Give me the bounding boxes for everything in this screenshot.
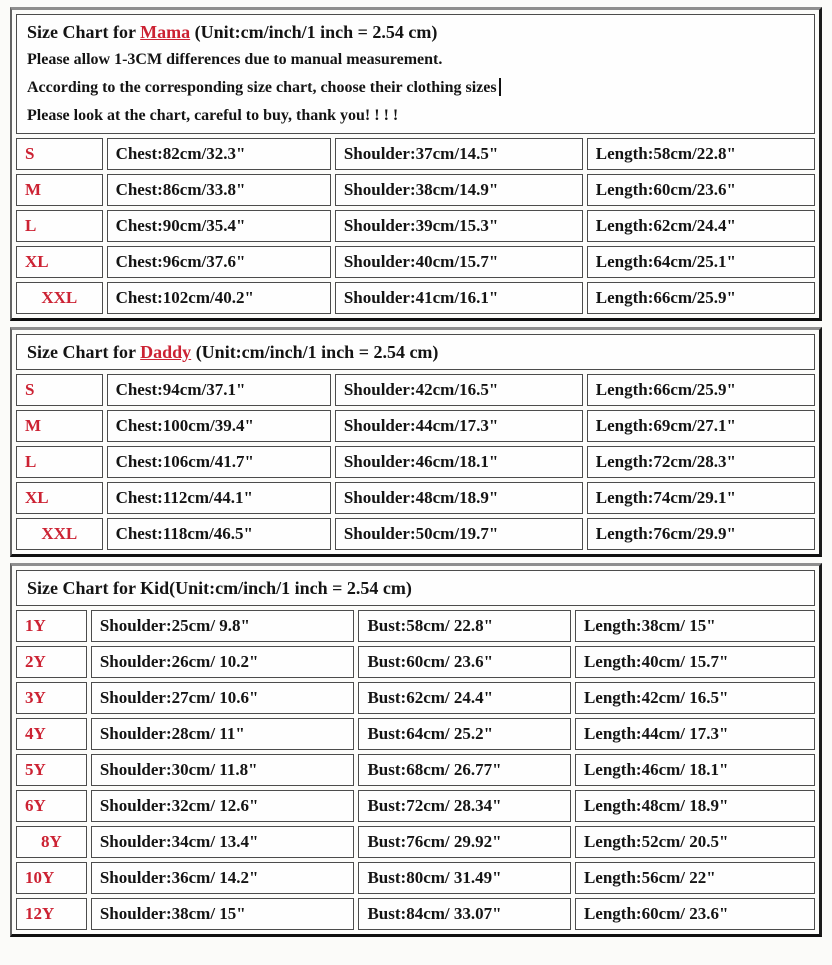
measurement-cell: Bust:84cm/ 33.07" (358, 898, 570, 930)
text-cursor (499, 78, 501, 96)
chart-header-cell (16, 334, 815, 370)
measurement-cell: Length:48cm/ 18.9" (575, 790, 815, 822)
measurement-cell: Shoulder:40cm/15.7" (335, 246, 583, 278)
measurement-cell: Chest:106cm/41.7" (107, 446, 331, 478)
size-label: M (16, 410, 103, 442)
measurement-cell: Length:38cm/ 15" (575, 610, 815, 642)
measurement-cell: Length:74cm/29.1" (587, 482, 815, 514)
chart-title (27, 574, 804, 602)
size-row-mama-xxl (16, 282, 815, 314)
measurement-cell: Length:46cm/ 18.1" (575, 754, 815, 786)
measurement-cell: Chest:96cm/37.6" (107, 246, 331, 278)
measurement-cell: Shoulder:50cm/19.7" (335, 518, 583, 550)
measurement-cell: Chest:112cm/44.1" (107, 482, 331, 514)
measurement-cell: Shoulder:38cm/ 15" (91, 898, 355, 930)
size-row-kid-1y (16, 610, 815, 642)
measurement-cell: Length:76cm/29.9" (587, 518, 815, 550)
note-line: Please allow 1-3CM differences due to manual measurement. (27, 51, 443, 68)
measurement-cell: Length:56cm/ 22" (575, 862, 815, 894)
size-row-kid-4y (16, 718, 815, 750)
measurement-cell: Length:66cm/25.9" (587, 374, 815, 406)
size-row-kid-5y (16, 754, 815, 786)
measurement-cell: Bust:68cm/ 26.77" (358, 754, 570, 786)
size-label: 4Y (16, 718, 87, 750)
size-label: M (16, 174, 103, 206)
size-row-daddy-s (16, 374, 815, 406)
chart-title-unit: (Unit:cm/inch/1 inch = 2.54 cm) (190, 22, 438, 42)
measurement-cell: Bust:60cm/ 23.6" (358, 646, 570, 678)
size-row-kid-10y (16, 862, 815, 894)
measurement-cell: Shoulder:28cm/ 11" (91, 718, 355, 750)
measurement-cell: Length:52cm/ 20.5" (575, 826, 815, 858)
size-row-daddy-l (16, 446, 815, 478)
measurement-cell: Chest:102cm/40.2" (107, 282, 331, 314)
size-row-mama-l (16, 210, 815, 242)
measurement-cell: Bust:62cm/ 24.4" (358, 682, 570, 714)
chart-title-unit: (Unit:cm/inch/1 inch = 2.54 cm) (169, 578, 412, 598)
measurement-cell: Bust:64cm/ 25.2" (358, 718, 570, 750)
chart-title-unit: (Unit:cm/inch/1 inch = 2.54 cm) (191, 342, 439, 362)
size-row-kid-2y (16, 646, 815, 678)
measurement-cell: Length:60cm/23.6" (587, 174, 815, 206)
measurement-cell: Length:64cm/25.1" (587, 246, 815, 278)
chart-header-row (16, 14, 815, 134)
measurement-cell: Shoulder:25cm/ 9.8" (91, 610, 355, 642)
chart-title-name: Kid (140, 578, 170, 598)
note-line: Please look at the chart, careful to buy, thank you! ! ! ! (27, 107, 399, 124)
measurement-cell: Length:72cm/28.3" (587, 446, 815, 478)
chart-header-cell (16, 14, 815, 134)
size-label: 1Y (16, 610, 87, 642)
measurement-cell: Shoulder:32cm/ 12.6" (91, 790, 355, 822)
measurement-cell: Shoulder:48cm/18.9" (335, 482, 583, 514)
measurement-cell: Shoulder:34cm/ 13.4" (91, 826, 355, 858)
measurement-cell: Length:60cm/ 23.6" (575, 898, 815, 930)
size-label: S (16, 138, 103, 170)
size-chart-table-mama (10, 7, 822, 321)
size-row-mama-m (16, 174, 815, 206)
note-line: According to the corresponding size chart, choose their clothing sizes (27, 74, 804, 102)
measurement-cell: Length:66cm/25.9" (587, 282, 815, 314)
size-label: XXL (16, 518, 103, 550)
measurement-cell: Shoulder:38cm/14.9" (335, 174, 583, 206)
chart-title-prefix: Size Chart for (27, 342, 141, 362)
size-label: 10Y (16, 862, 87, 894)
size-label: 6Y (16, 790, 87, 822)
size-label: XXL (16, 282, 103, 314)
size-row-kid-3y (16, 682, 815, 714)
size-row-daddy-xl (16, 482, 815, 514)
measurement-cell: Shoulder:41cm/16.1" (335, 282, 583, 314)
chart-title (27, 338, 804, 366)
size-row-mama-xl (16, 246, 815, 278)
measurement-cell: Bust:72cm/ 28.34" (358, 790, 570, 822)
chart-header-row (16, 570, 815, 606)
measurement-cell: Shoulder:39cm/15.3" (335, 210, 583, 242)
measurement-cell: Chest:118cm/46.5" (107, 518, 331, 550)
measurement-cell: Shoulder:44cm/17.3" (335, 410, 583, 442)
measurement-cell: Shoulder:42cm/16.5" (335, 374, 583, 406)
size-chart-table-daddy (10, 327, 822, 557)
size-row-daddy-m (16, 410, 815, 442)
size-label: 3Y (16, 682, 87, 714)
chart-title (27, 18, 804, 46)
measurement-cell: Chest:90cm/35.4" (107, 210, 331, 242)
size-label: L (16, 446, 103, 478)
measurement-cell: Bust:58cm/ 22.8" (358, 610, 570, 642)
size-chart-table-kid (10, 563, 822, 937)
size-label: 12Y (16, 898, 87, 930)
size-label: 5Y (16, 754, 87, 786)
measurement-cell: Shoulder:36cm/ 14.2" (91, 862, 355, 894)
size-label: 2Y (16, 646, 87, 678)
measurement-cell: Shoulder:37cm/14.5" (335, 138, 583, 170)
measurement-cell: Length:42cm/ 16.5" (575, 682, 815, 714)
measurement-cell: Length:44cm/ 17.3" (575, 718, 815, 750)
measurement-cell: Shoulder:46cm/18.1" (335, 446, 583, 478)
chart-header-cell (16, 570, 815, 606)
size-row-kid-6y (16, 790, 815, 822)
size-row-mama-s (16, 138, 815, 170)
size-row-kid-12y (16, 898, 815, 930)
measurement-cell: Length:58cm/22.8" (587, 138, 815, 170)
chart-title-prefix: Size Chart for (27, 578, 141, 598)
measurement-cell: Chest:82cm/32.3" (107, 138, 331, 170)
measurement-cell: Length:69cm/27.1" (587, 410, 815, 442)
measurement-cell: Bust:76cm/ 29.92" (358, 826, 570, 858)
measurement-cell: Length:62cm/24.4" (587, 210, 815, 242)
measurement-cell: Chest:86cm/33.8" (107, 174, 331, 206)
size-label: 8Y (16, 826, 87, 858)
size-label: XL (16, 482, 103, 514)
chart-title-name: Daddy (140, 342, 192, 362)
size-row-daddy-xxl (16, 518, 815, 550)
chart-header-row (16, 334, 815, 370)
size-row-kid-8y (16, 826, 815, 858)
measurement-cell: Bust:80cm/ 31.49" (358, 862, 570, 894)
size-label: L (16, 210, 103, 242)
size-label: XL (16, 246, 103, 278)
measurement-cell: Shoulder:27cm/ 10.6" (91, 682, 355, 714)
measurement-cell: Shoulder:26cm/ 10.2" (91, 646, 355, 678)
chart-title-prefix: Size Chart for (27, 22, 141, 42)
measurement-cell: Length:40cm/ 15.7" (575, 646, 815, 678)
measurement-cell: Shoulder:30cm/ 11.8" (91, 754, 355, 786)
chart-title-name: Mama (140, 22, 191, 42)
measurement-cell: Chest:100cm/39.4" (107, 410, 331, 442)
measurement-cell: Chest:94cm/37.1" (107, 374, 331, 406)
size-label: S (16, 374, 103, 406)
